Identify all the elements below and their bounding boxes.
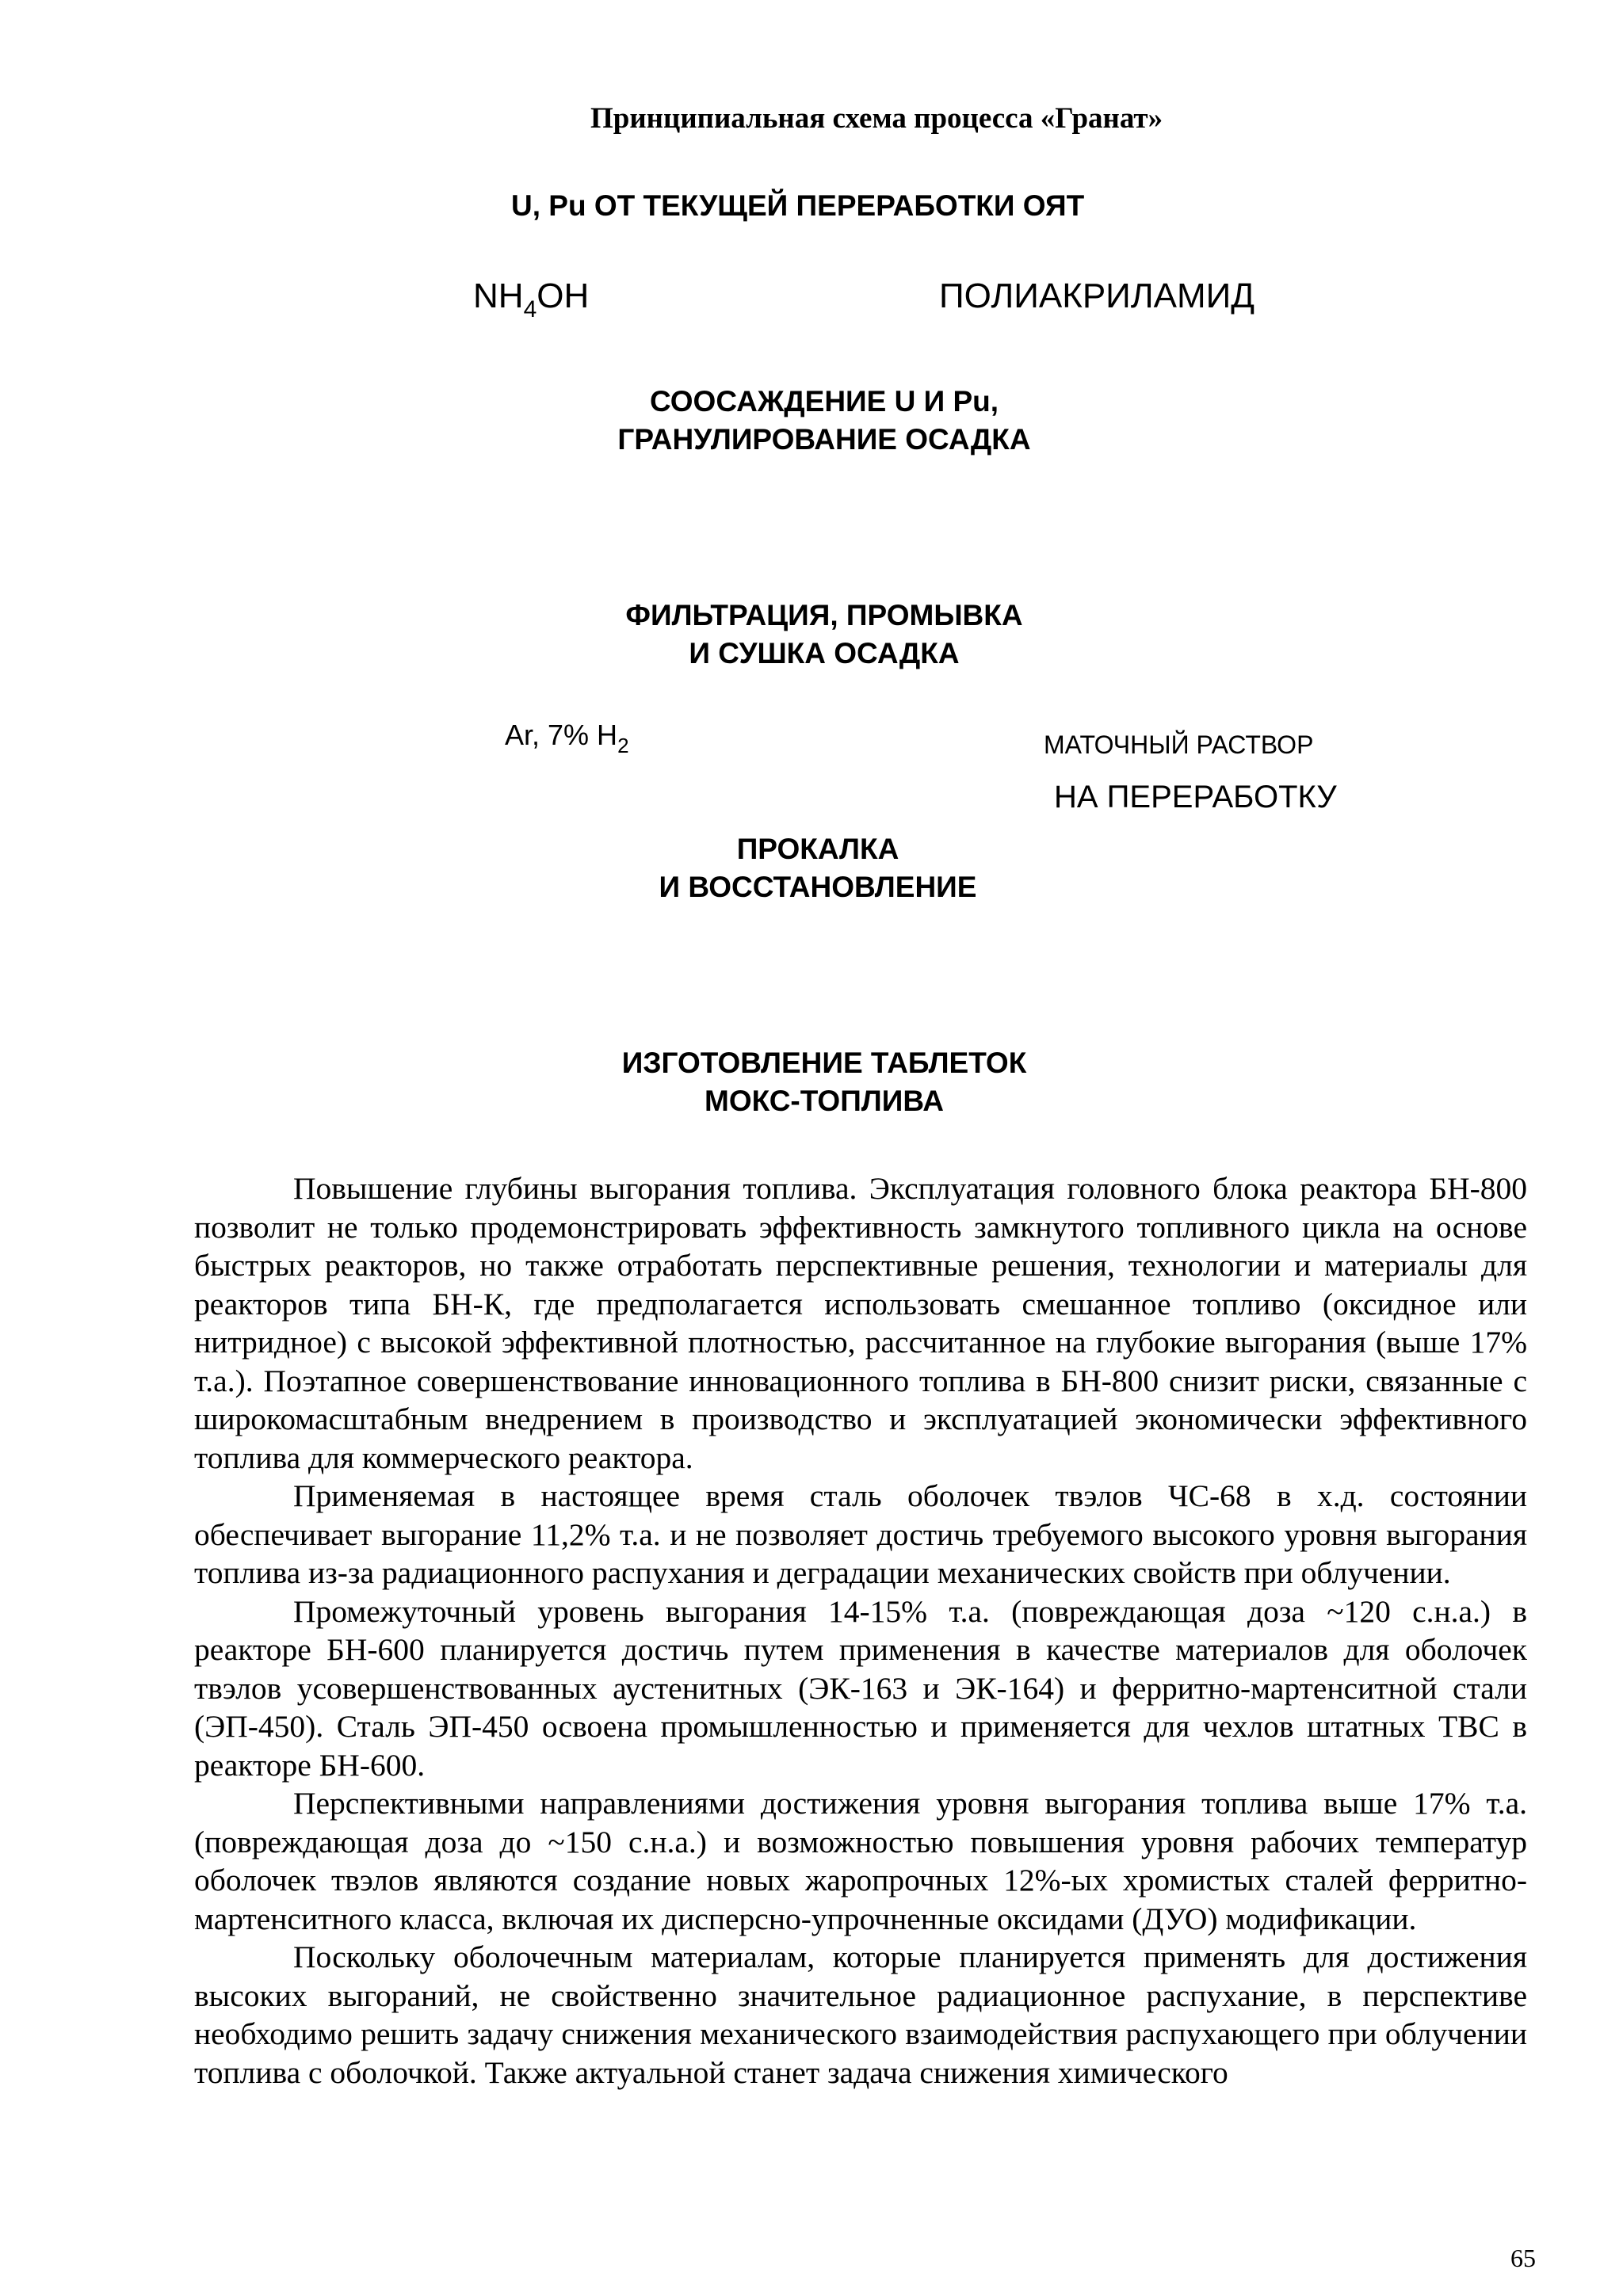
paragraph: Применяемая в настоящее время сталь оболочек твэлов ЧС-68 в х.д. состоянии обеспечивает выгорание 11,2% т.а. и не позволяет достичь требуемого высокого уровня выгорания топлива из-за радиационного распухания и деградации механических свойств при облучении. [194,1478,1527,1590]
paragraph: Промежуточный уровень выгорания 14-15% т.а. (повреждающая доза ~120 с.н.а.) в реакторе БН-600 планируется достичь путем применения в качестве материалов для оболочек твэлов усовершенствованных аустенитных (ЭК-163 и ЭК-164) и ферритно-мартенситной стали (ЭП-450). Сталь ЭП-450 освоена промышленностью и применяется для чехлов штатных ТВС в реакторе БН-600. [194,1593,1527,1783]
page-number: 65 [1510,2244,1536,2272]
stage-filtration [507,597,1141,673]
reagent-ammonia-tail: OH [537,277,590,315]
paragraph: Поскольку оболочечным материалам, которые планируется применять для достижения высоких выгораний, не свойственно значительное радиационное распухание, в перспективе необходимо решить задачу снижения механического взаимодействия распухающего при облучении топлива с оболочкой. Также актуальной станет задача снижения химического [194,1939,1527,2090]
stage-pellet-fabrication-line-1: ИЗГОТОВЛЕНИЕ ТАБЛЕТОК [621,1047,1027,1079]
stage-calcination-line-1: ПРОКАЛКА [736,833,899,865]
reagent-ammonia-subscript: 4 [523,296,537,322]
body-text [194,1169,1527,2092]
stage-coprecipitation-line-1: СООСАЖДЕНИЕ U И Pu, [649,385,999,418]
stage-pellet-fabrication [507,1044,1141,1120]
process-input-label: U, Pu ОТ ТЕКУЩЕЙ ПЕРЕРАБОТКИ ОЯТ [511,189,1085,222]
stage-pellet-fabrication-line-2: МОКС-ТОПЛИВА [705,1085,944,1117]
stage-filtration-line-1: ФИЛЬТРАЦИЯ, ПРОМЫВКА [625,599,1023,631]
reagent-gas-subscript: 2 [617,734,629,757]
scheme-title: Принципиальная схема процесса «Гранат» [590,102,1163,135]
reagent-ammonia-label [473,276,590,322]
paragraph: Повышение глубины выгорания топлива. Эксплуатация головного блока реактора БН-800 позволит не только продемонстрировать эффективность замкнутого топливного цикла на основе быстрых реакторов, но также отработать перспективные решения, технологии и материалы для реакторов типа БН-К, где предполагается использовать смешанное топливо (оксидное или нитридное) с высокой эффективной плотностью, рассчитанное на глубокие выгорания (выше 17% т.а.). Поэтапное совершенствование инновационного топлива в БН-800 снизит риски, связанные с широкомасштабным внедрением в производство и эксплуатацией экономически эффективного топлива для коммерческого реактора. [194,1171,1527,1475]
stage-filtration-line-2: И СУШКА ОСАДКА [689,637,960,669]
to-reprocessing-label: НА ПЕРЕРАБОТКУ [1054,780,1337,814]
stage-calcination [501,830,1135,906]
reagent-ammonia-base: NH [473,277,524,315]
reagent-gas-base: Ar, 7% H [505,719,618,751]
paragraph: Перспективными направлениями достижения уровня выгорания топлива выше 17% т.а. (повреждающая доза до ~150 с.н.а.) и возможностью повышения уровня рабочих температур оболочек твэлов являются создание новых жаропрочных 12%-ых хромистых сталей ферритно-мартенситного класса, включая их дисперсно-упрочненные оксидами (ДУО) модификации. [194,1786,1527,1936]
mother-liquor-label: МАТОЧНЫЙ РАСТВОР [1044,730,1314,759]
reagent-polymer-label: ПОЛИАКРИЛАМИД [939,277,1255,315]
stage-calcination-line-2: И ВОССТАНОВЛЕНИЕ [659,871,977,903]
reagent-gas-label [505,718,629,757]
stage-coprecipitation [507,383,1141,459]
stage-coprecipitation-line-2: ГРАНУЛИРОВАНИЕ ОСАДКА [617,423,1031,456]
